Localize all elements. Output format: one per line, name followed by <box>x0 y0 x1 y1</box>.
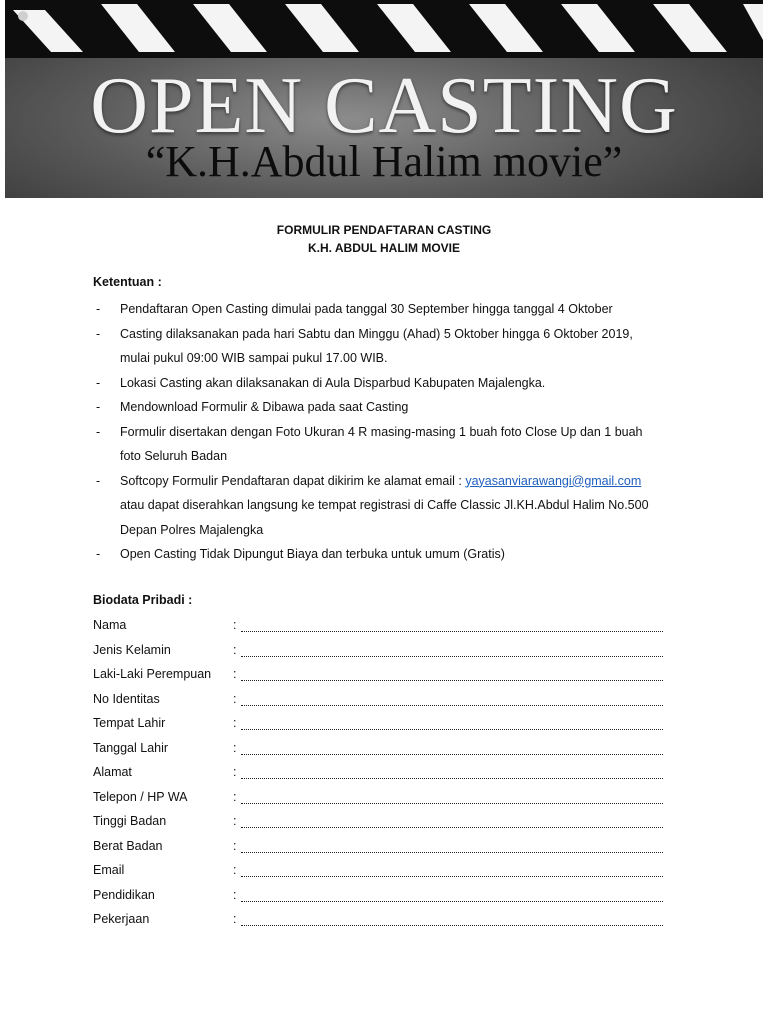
field-row: Tanggal Lahir : <box>93 740 668 765</box>
ketentuan-heading: Ketentuan : <box>93 275 162 289</box>
field-label: Jenis Kelamin <box>93 642 171 657</box>
field-row: Tempat Lahir : <box>93 715 668 740</box>
banner-title: OPEN CASTING <box>90 62 678 150</box>
fill-line[interactable] <box>241 666 663 681</box>
field-label: Email <box>93 863 125 877</box>
clapperboard-stripes <box>5 0 763 58</box>
field-label: Alamat <box>93 765 132 779</box>
field-row: Nama : <box>93 617 668 642</box>
list-item: - Mendownload Formulir & Dibawa pada saat Casting <box>96 400 409 414</box>
field-row: Berat Badan : <box>93 838 668 863</box>
field-label: No Identitas <box>93 691 160 706</box>
field-row: Jenis Kelamin : <box>93 642 668 667</box>
list-item: - Formulir disertakan dengan Foto Ukuran 4 R masing-masing 1 buah foto Close Up dan 1 buah foto Seluruh Badan <box>96 424 643 463</box>
email-link[interactable]: yayasanviarawangi@gmail.com <box>465 473 642 488</box>
field-label: Tinggi Badan <box>93 814 167 828</box>
fill-line[interactable] <box>241 764 663 779</box>
banner <box>5 0 763 198</box>
field-row: Alamat : <box>93 764 668 789</box>
fill-line[interactable] <box>241 838 663 853</box>
form-subtitle: K.H. ABDUL HALIM MOVIE <box>308 241 460 255</box>
field-label: Tanggal Lahir <box>93 740 169 755</box>
field-label: Berat Badan <box>93 838 163 853</box>
fill-line[interactable] <box>241 813 663 828</box>
form-title: FORMULIR PENDAFTARAN CASTING <box>276 223 492 237</box>
fill-line[interactable] <box>241 740 663 755</box>
field-row: Pekerjaan : <box>93 911 668 936</box>
list-item: - Casting dilaksanakan pada hari Sabtu dan Minggu (Ahad) 5 Oktober hingga 6 Oktober 2019, mulai pukul 09:00 WIB sampai pukul 17.00 WIB. <box>96 326 633 365</box>
fill-line[interactable] <box>241 789 663 804</box>
fill-line[interactable] <box>241 911 663 926</box>
fill-line[interactable] <box>241 715 663 730</box>
banner-subtitle: “K.H.Abdul Halim movie” <box>145 137 623 186</box>
fill-line[interactable] <box>241 642 663 657</box>
field-row: Telepon / HP WA : <box>93 789 668 814</box>
list-item: - Open Casting Tidak Dipungut Biaya dan terbuka untuk umum (Gratis) <box>96 547 505 561</box>
field-label: Pendidikan <box>93 887 155 902</box>
list-item: - Lokasi Casting akan dilaksanakan di Aula Disparbud Kabupaten Majalengka. <box>96 375 546 390</box>
biodata-heading: Biodata Pribadi : <box>93 593 193 607</box>
field-label: Nama <box>93 618 127 632</box>
field-label: Laki-Laki Perempuan <box>93 667 212 681</box>
field-label: Pekerjaan <box>93 912 150 926</box>
field-row: Pendidikan : <box>93 887 668 912</box>
list-item: - Softcopy Formulir Pendaftaran dapat dikirim ke alamat email : yayasanviarawangi@gmail.com atau dapat diserahkan langsung ke tempat registrasi di Caffe Classic Jl.KH.Abdul Halim No.500 Depan Polres Majalengka <box>96 473 649 537</box>
list-item: - Pendaftaran Open Casting dimulai pada tanggal 30 September hingga tanggal 4 Oktober <box>96 302 613 316</box>
field-row: Tinggi Badan : <box>93 813 668 838</box>
fill-line[interactable] <box>241 617 663 632</box>
field-row: Email : <box>93 862 668 887</box>
field-row: No Identitas : <box>93 691 668 716</box>
field-label: Tempat Lahir <box>93 716 166 730</box>
fill-line[interactable] <box>241 887 663 902</box>
fill-line[interactable] <box>241 691 663 706</box>
ketentuan-list <box>93 297 693 567</box>
fill-line[interactable] <box>241 862 663 877</box>
field-row: Laki-Laki Perempuan : <box>93 666 668 691</box>
biodata-fields <box>93 617 668 936</box>
field-label: Telepon / HP WA <box>93 789 188 804</box>
